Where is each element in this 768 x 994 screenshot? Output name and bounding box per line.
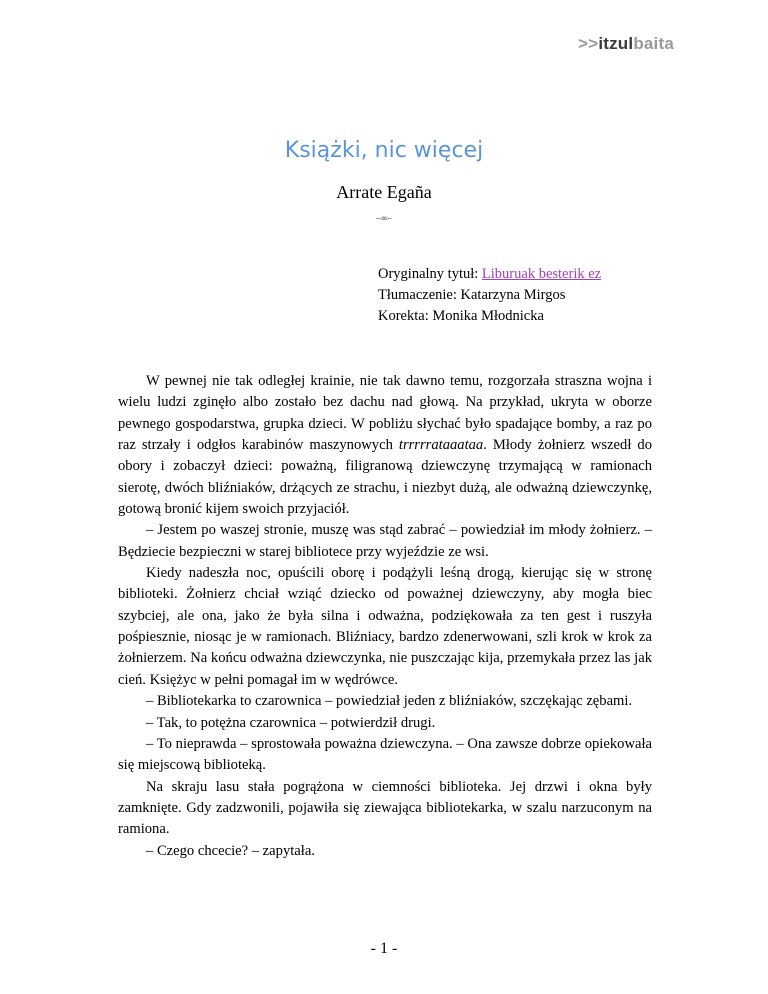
original-title-line [378, 264, 601, 285]
proofreading-line: Korekta: Monika Młodnicka [378, 308, 544, 324]
logo-arrows: >> [578, 34, 599, 53]
logo-text-light: baita [633, 34, 674, 53]
ornament-divider: –∞– [376, 213, 392, 223]
paragraph: – Czego chcecie? – zapytała. [146, 842, 315, 859]
original-title-link[interactable]: Liburuak besterik ez [481, 266, 602, 282]
paragraph: Kiedy nadeszła noc, opuścili oborę i podążyli leśną drogą, kierując się w stronę biblioteki. Żołnierz chciał wziąć dziecko od poważnej dziewczyny, aby mogła biec szybciej, ale ona, jako że była silna i odważna, podziękowała za ten gest i ruszyła pośpiesznie, niosąc je w ramionach. Bliźniacy, bardzo zdenerwowani, szli krok w krok za żołnierzem. Na końcu odważna dziewczynka, nie puszczając kija, przemykała przez las jak cień. Księżyc w pełni pomagał im w wędrówce. [118, 565, 652, 688]
page-number: - 1 - [370, 940, 398, 957]
story-body [118, 371, 652, 862]
paragraph: Na skraju lasu stała pogrążona w ciemności biblioteka. Jej drzwi i okna były zamknięte. Gdy zadzwonili, pojawiła się ziewająca bibliotekarka, w szalu narzuconym na ramiona. [118, 778, 652, 838]
paragraph: W pewnej nie tak odległej krainie, nie tak dawno temu, rozgorzała straszna wojna i wielu ludzi zginęło albo zostało bez dachu nad głową. Na przykład, ukryta w oborze pewnego gospodarstwa, grupka dzieci. W pobliżu słychać było spadające bomby, a raz po raz strzały i odgłos karabinów maszynowych trrrrrataaataa. Młody żołnierz wszedł do obory i zobaczył dzieci: poważną, filigranową dziewczynę trzymającą w ramionach sierotę, dwóch bliźniaków, drżących ze strachu, i niezbyt dużą, ale odważną dziewczynkę, gotową bronić kijem swoich przyjaciół. [118, 373, 652, 518]
credits-block [378, 264, 601, 327]
paragraph: – Bibliotekarka to czarownica – powiedział jeden z bliźniaków, szczękając zębami. [146, 693, 633, 710]
author-name: Arrate Egaña [336, 182, 432, 202]
paragraph: – To nieprawda – sprostowała poważna dziewczyna. – Ona zawsze dobrze opiekowała się miejscową biblioteką. [118, 735, 652, 774]
logo-text-strong: itzul [598, 34, 634, 53]
paragraph: – Tak, to potężna czarownica – potwierdził drugi. [146, 714, 436, 731]
original-title-label: Oryginalny tytuł: [378, 266, 482, 282]
site-logo [578, 34, 674, 54]
onomatopoeia: trrrrrataaataa [398, 437, 484, 454]
translator-line: Tłumaczenie: Katarzyna Mirgos [378, 287, 566, 303]
document-title: Książki, nic więcej [284, 138, 484, 163]
paragraph: – Jestem po waszej stronie, muszę was stąd zabrać – powiedział im młody żołnierz. – Będziecie bezpieczni w starej bibliotece przy wyjeździe ze wsi. [118, 522, 652, 560]
